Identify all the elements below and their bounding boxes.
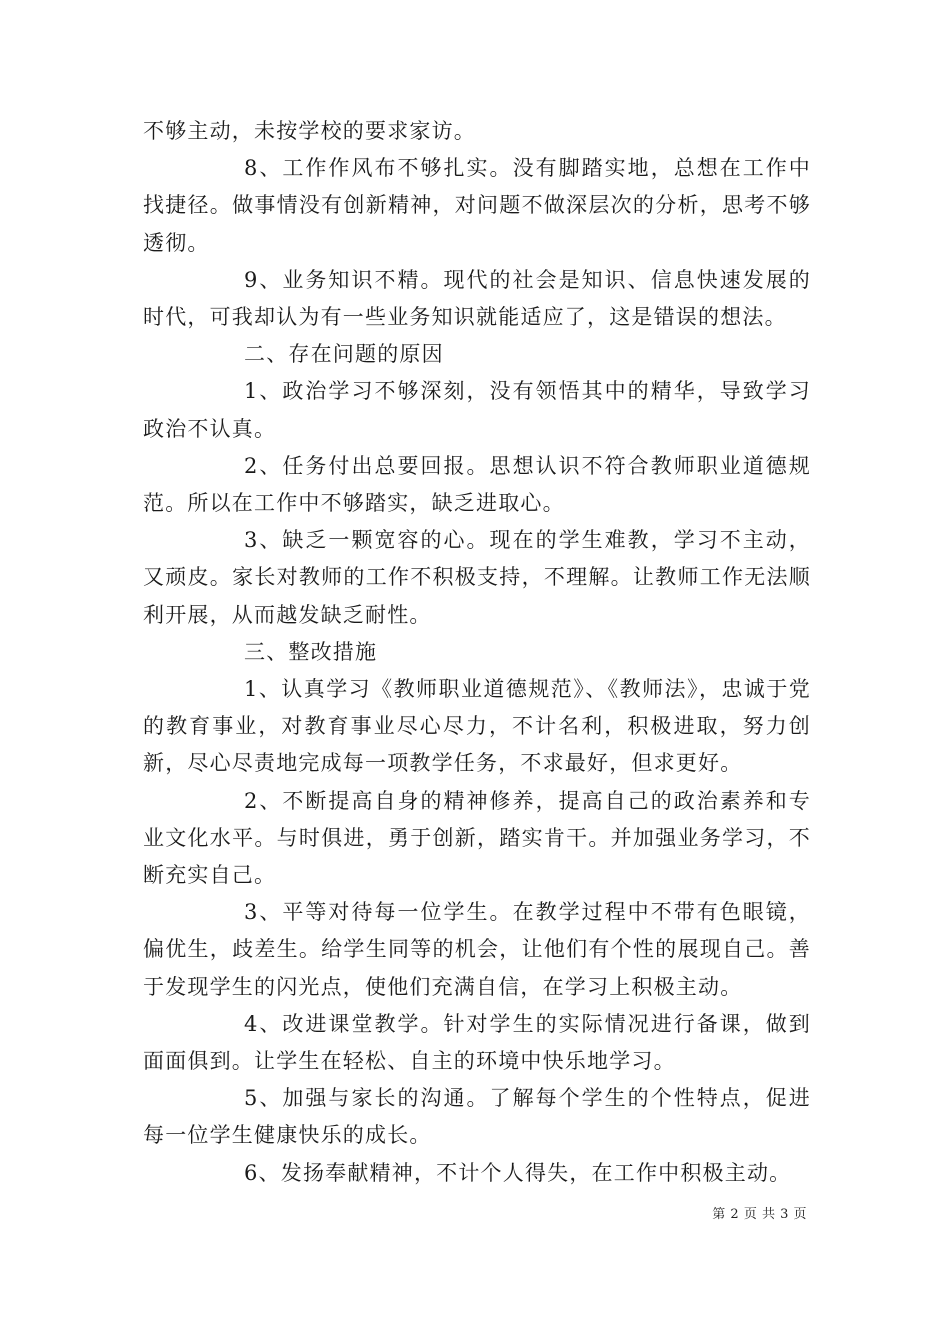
- paragraph-measure-3: 3、平等对待每一位学生。在教学过程中不带有色眼镜，偏优生，歧差生。给学生同等的机会，让他们有个性的展现自己。善于发现学生的闪光点，使他们充满自信，在学习上积极主动。: [143, 900, 811, 999]
- document-body: [143, 113, 811, 1192]
- section-heading-causes: 二、存在问题的原因: [244, 342, 444, 367]
- paragraph-measure-6: 6、发扬奉献精神，不计个人得失，在工作中积极主动。: [244, 1160, 792, 1185]
- paragraph-measure-1: 1、认真学习《教师职业道德规范》、《教师法》，忠诚于党的教育事业，对教育事业尽心尽力，不计名利，积极进取，努力创新，尽心尽责地完成每一项教学任务，不求最好，但求更好。: [143, 677, 811, 776]
- paragraph-measure-5: 5、加强与家长的沟通。了解每个学生的个性特点，促进每一位学生健康快乐的成长。: [143, 1086, 811, 1148]
- paragraph-measure-4: 4、改进课堂教学。针对学生的实际情况进行备课，做到面面俱到。让学生在轻松、自主的环境中快乐地学习。: [143, 1011, 811, 1074]
- paragraph-item-8: 8、工作作风布不够扎实。没有脚踏实地，总想在工作中找捷径。做事情没有创新精神，对问题不做深层次的分析，思考不够透彻。: [143, 156, 811, 255]
- paragraph-cause-2: 2、任务付出总要回报。思想认识不符合教师职业道德规范。所以在工作中不够踏实，缺乏进取心。: [143, 453, 811, 516]
- paragraph-cause-1: 1、政治学习不够深刻，没有领悟其中的精华，导致学习政治不认真。: [143, 379, 811, 441]
- page-number-footer: 第 2 页 共 3 页: [712, 1207, 807, 1222]
- paragraph-continuation: 不够主动，未按学校的要求家访。: [143, 119, 476, 143]
- paragraph-measure-2: 2、不断提高自身的精神修养，提高自己的政治素养和专业文化水平。与时俱进，勇于创新，踏实肯干。并加强业务学习，不断充实自己。: [143, 788, 811, 888]
- section-heading-measures: 三、整改措施: [244, 639, 378, 664]
- paragraph-item-9: 9、业务知识不精。现代的社会是知识、信息快速发展的时代，可我却认为有一些业务知识就能适应了，这是错误的想法。: [143, 267, 811, 330]
- paragraph-cause-3: 3、缺乏一颗宽容的心。现在的学生难教，学习不主动，又顽皮。家长对教师的工作不积极支持，不理解。让教师工作无法顺利开展，从而越发缺乏耐性。: [143, 528, 811, 627]
